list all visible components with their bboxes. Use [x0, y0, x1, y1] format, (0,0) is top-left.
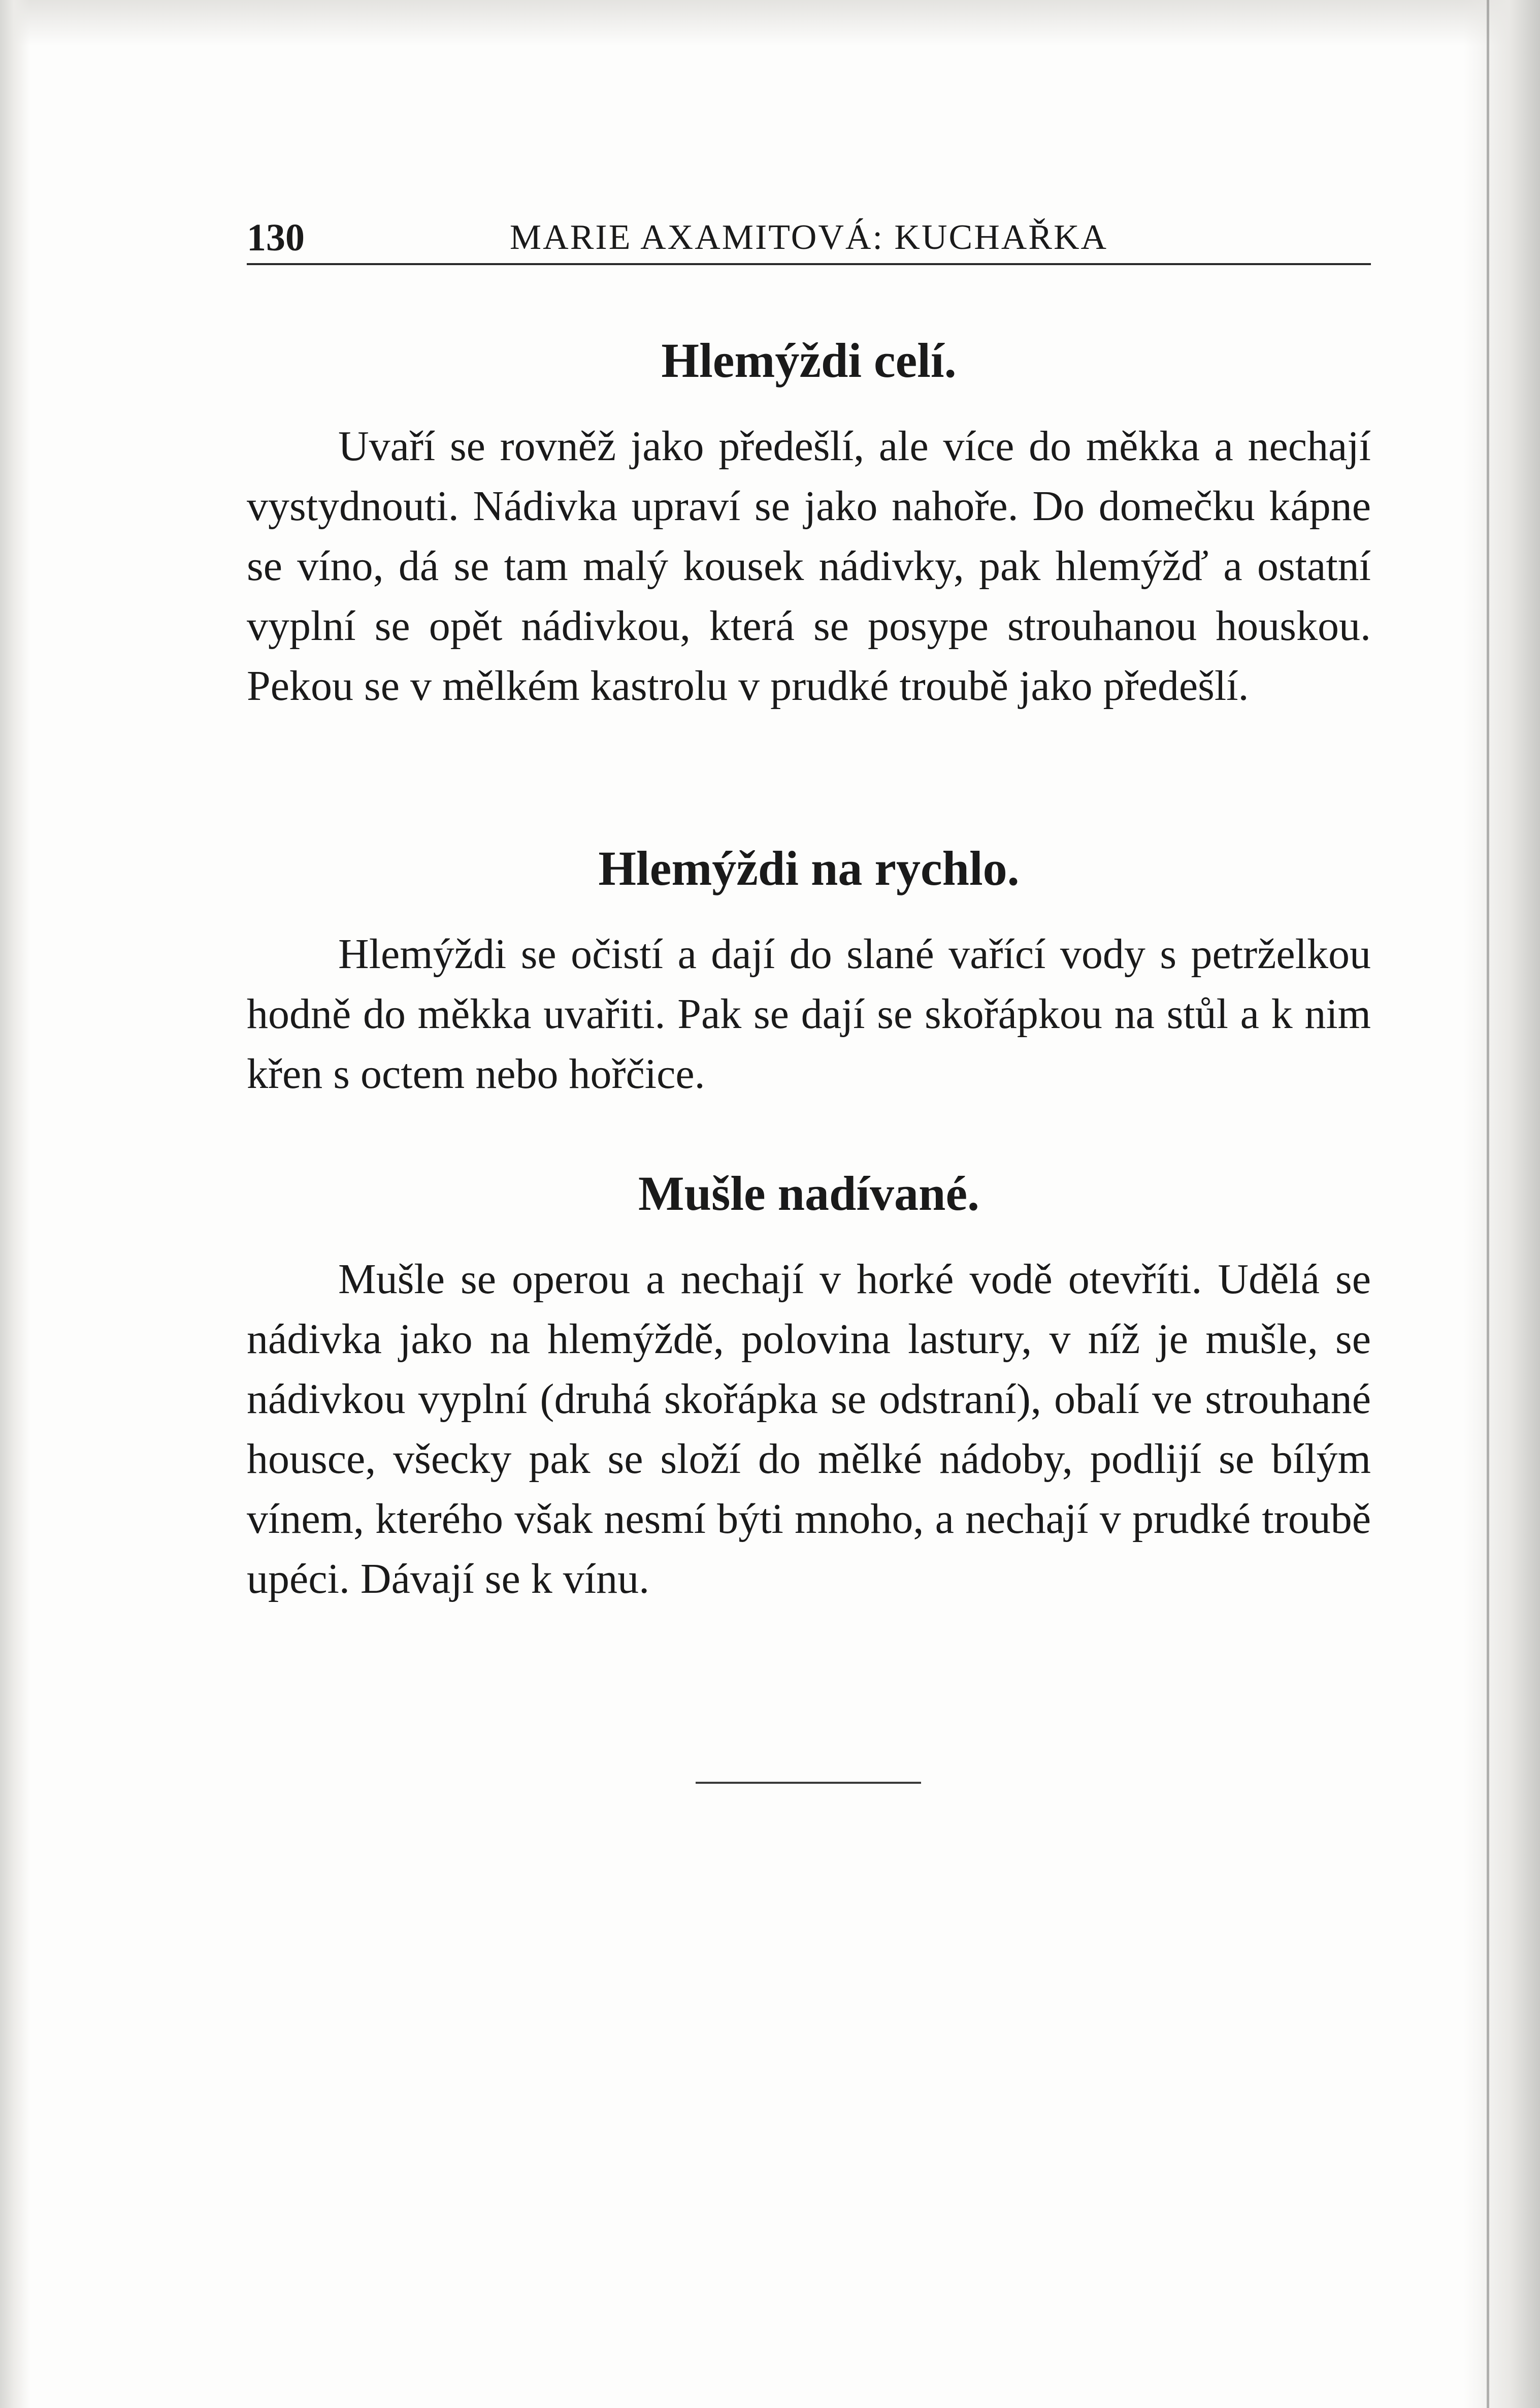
- section-heading-musle-nadivane: Mušle nadívané.: [638, 1166, 980, 1221]
- scan-edge-right: [1464, 0, 1540, 2408]
- closing-rule: [696, 1782, 921, 1784]
- running-head: [247, 212, 1371, 263]
- section-heading-hlemyzdi-na-rychlo: Hlemýždi na rychlo.: [598, 841, 1020, 895]
- running-head-title: MARIE AXAMITOVÁ: KUCHAŘKA: [509, 218, 1108, 257]
- page-number: 130: [247, 216, 305, 259]
- section-text-hlemyzdi-celi: Uvaří se rovněž jako předešlí, ale více do měkka a nechají vystydnouti. Nádivka upraví se jako nahoře. Do domečku kápne se víno, dá se tam malý kousek nádivky, pak hlemýžď a ostatní vyplní se opět nádivkou, která se posype strouhanou houskou. Pekou se v mělkém kastrolu v prudké troubě jako předešlí.: [247, 423, 1371, 710]
- page-gutter-line: [1487, 0, 1489, 2408]
- section-heading-hlemyzdi-celi: Hlemýždi celí.: [661, 333, 957, 388]
- header-rule: [247, 263, 1371, 265]
- section-text-hlemyzdi-na-rychlo: Hlemýždi se očistí a dají do slané vařící vody s petrželkou hodně do měkka uvařiti. Pak se dají se skořápkou na stůl a k nim křen s octem nebo hořčice.: [247, 930, 1371, 1098]
- scan-edge-left: [0, 0, 30, 2408]
- section-text-musle-nadivane: Mušle se operou a nechají v horké vodě otevříti. Udělá se nádivka jako na hlemýždě, polovina lastury, v níž je mušle, se nádivkou vyplní (druhá skořápka se odstraní), obalí ve strouhané housce, všecky pak se složí do mělké nádoby, podlijí se bílým vínem, kterého však nesmí býti mnoho, a nechají v prudké troubě upéci. Dávají se k vínu.: [247, 1256, 1371, 1602]
- scan-edge-top: [0, 0, 1540, 46]
